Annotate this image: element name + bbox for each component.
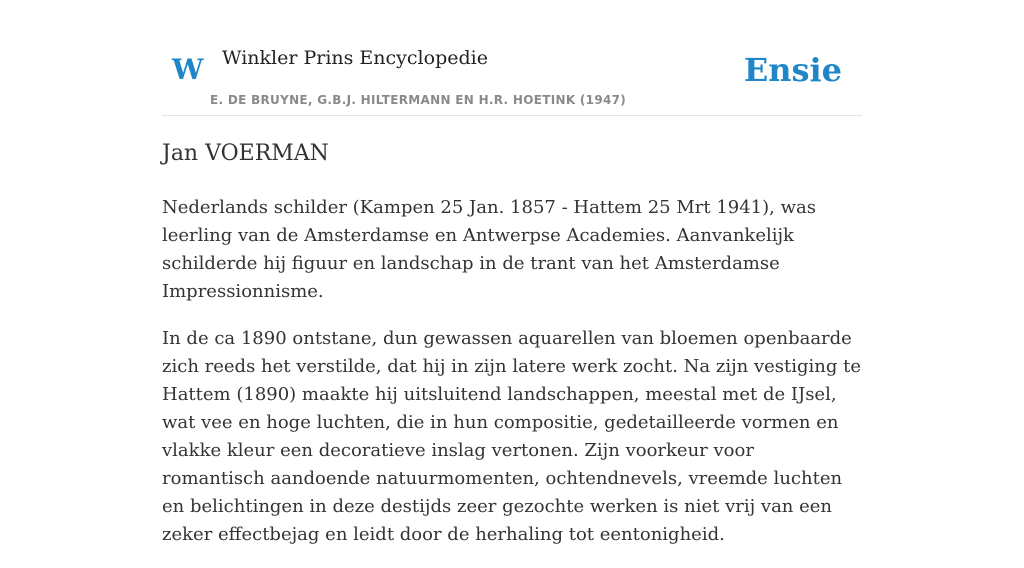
article-paragraph: Nederlands schilder (Kampen 25 Jan. 1857 - Hattem 25 Mrt 1941), was leerling van de Amsterdamse en Antwerpse Academies. Aanvankelijk schilderde hij figuur en landschap in de trant van het Amsterdamse Impressionnisme. [162, 197, 816, 302]
article-paragraph: In de ca 1890 ontstane, dun gewassen aquarellen van bloemen openbaarde zich reeds het verstilde, dat hij in zijn latere werk zocht. Na zijn vestiging te Hattem (1890) maakte hij uitsluitend landschappen, meestal met de IJsel, wat vee en hoge luchten, die in hun compositie, gedetailleerde vormen en vlakke kleur een decoratieve inslag vertonen. Zijn voorkeur voor romantisch aandoende natuurmomenten, ochtendnevels, vreemde luchten en belichtingen in deze destijds zeer gezochte werken is niet vrij van een zeker effectbejag en leidt door de herhaling tot eentonigheid. [162, 328, 862, 545]
header [162, 30, 862, 116]
ensie-logo[interactable]: Ensie [743, 51, 842, 89]
article [162, 136, 862, 568]
book-authors: E. DE BRUYNE, G.B.J. HILTERMANN EN H.R. HOETINK (1947) [210, 93, 627, 107]
book-title[interactable]: Winkler Prins Encyclopedie [222, 47, 488, 69]
article-title: Jan VOERMAN [162, 141, 329, 166]
winkler-prins-logo[interactable]: W [172, 53, 204, 86]
